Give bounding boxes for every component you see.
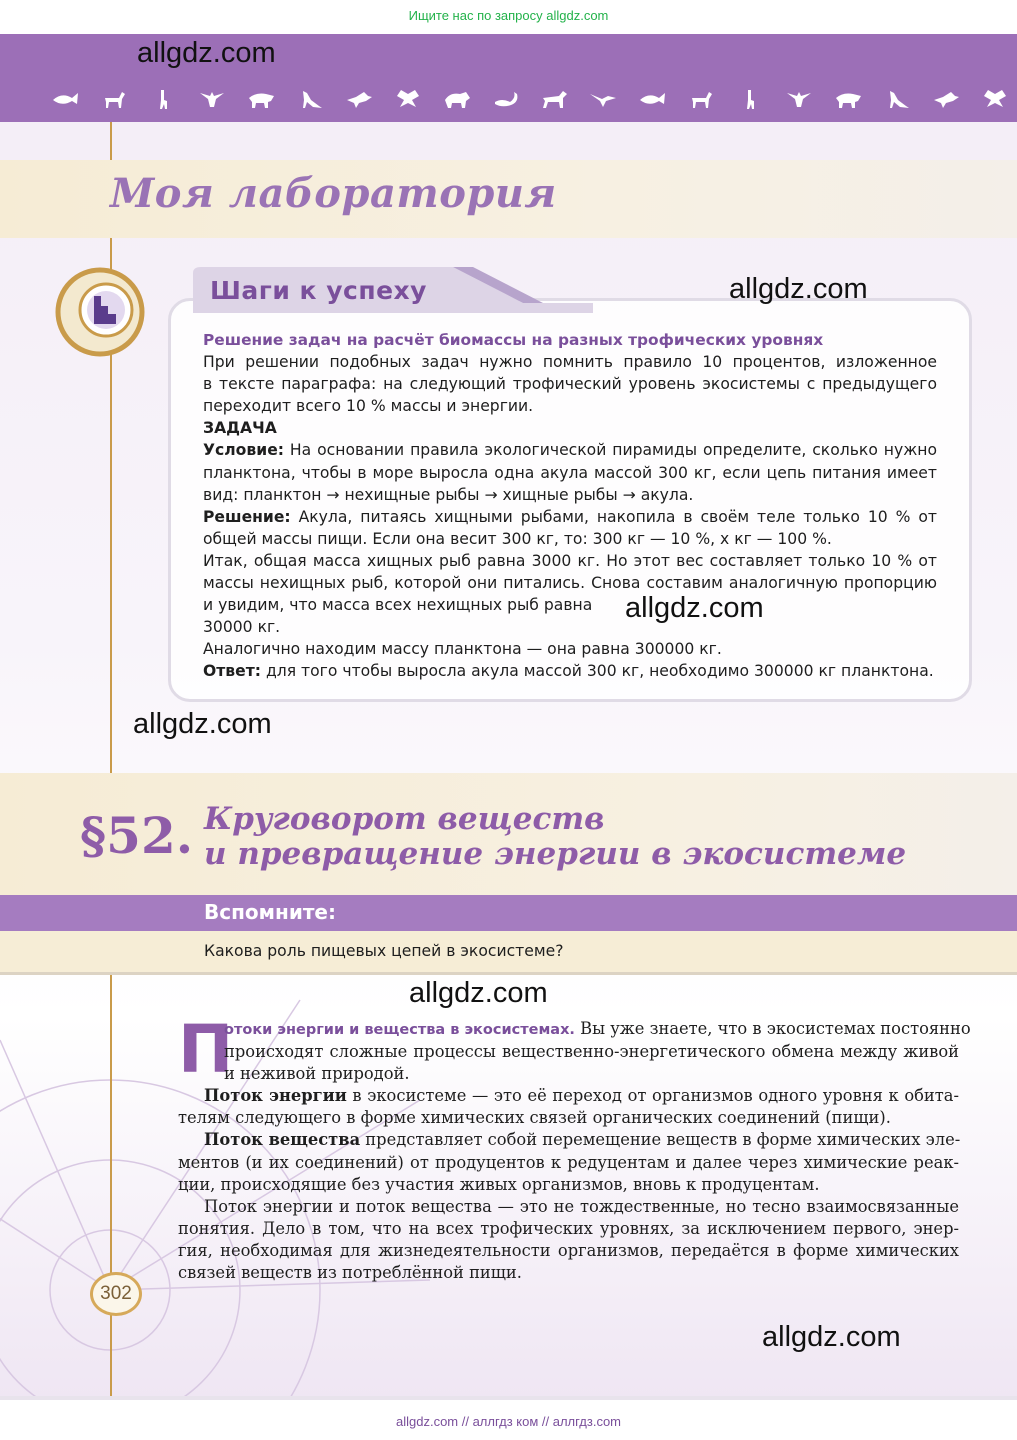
solution-line: Итак, общая масса хищных рыб равна 3000 кг. Но этот вес составляет только 10 % от [203,551,937,570]
paragraph-title-line: и превращение энергии в экосистеме [204,836,907,872]
watermark: allgdz.com [729,273,868,305]
intro-line: При решении подобных задач нужно помнить правило 10 процентов, изложенное [203,353,937,372]
insect-icon [197,88,227,110]
deer-icon [99,88,129,110]
recall-question: Какова роль пищевых цепей в экосистеме? [204,942,564,960]
solution-line: Акула, питаясь хищными рыбами, накопила в своём теле только 10 % от [290,507,937,526]
boar-icon [246,88,276,110]
body-line: гия, необходимая для жизнедеятельности организмов, передаётся в форме химических [178,1240,959,1260]
body-line: Поток энергии и поток вещества — это не тождественные, но тесно взаимосвязанные [204,1196,959,1216]
body-line: понятия. Дело в том, что на всех трофических уровнях, за исключением первого, энер- [178,1218,959,1238]
solution-line: общей массы пищи. Если она весит 300 кг, то: 300 кг — 10 %, х кг — 100 %. [203,529,832,548]
watermark: allgdz.com [625,592,764,624]
body-line: ментов (и их соединений) от продуцентов к редуцентам и далее через химические реак- [178,1152,959,1172]
matter-flow-term: Поток вещества [204,1130,361,1150]
answer-text: для того чтобы выросла акула массой 300 кг, необходимо 300000 кг планктона. [261,662,934,681]
answer-label: Ответ: [203,662,262,681]
butterfly-icon [393,88,423,110]
giraffe-icon [148,88,178,110]
lead-heading: отоки энергии и вещества в экосистемах. [224,1022,575,1038]
scorpion-icon [490,88,520,110]
pterodactyl-icon [588,88,618,110]
footer-links[interactable]: allgdz.com // аллгдз ком // аллгдз.com [395,1414,622,1429]
recall-band [0,895,1017,931]
intro-line: переходит всего 10 % массы и энергии. [203,397,534,416]
condition-line: вид: планктон → нехищные рыбы → хищные рыбы → акула. [203,485,694,504]
condition-label: Условие: [203,441,285,460]
condition-line: планктона, чтобы в море выросла одна акула массой 300 кг, если цепь питания имеет [203,463,937,482]
section-title: Моя лаборатория [110,170,557,217]
boar-icon [833,88,863,110]
body-line: ции, происходящие без участия живых организмов, вновь к продуцентам. [178,1174,820,1194]
body-line: происходят сложные процессы вещественно-энергетического обмена между живой [224,1042,959,1062]
steps-icon [54,266,146,358]
body-line: связей веществ из потреблённой пищи. [178,1263,522,1283]
recall-label: Вспомните: [204,900,336,924]
watermark: allgdz.com [137,37,276,69]
body-line: телям следующего в форме химических связей органических соединений (пищи). [178,1108,891,1128]
horse-icon [539,88,569,110]
solution-label: Решение: [203,507,291,526]
steps-text [203,329,937,683]
fish-icon [637,88,667,110]
watermark: allgdz.com [409,977,548,1009]
paragraph-title [204,802,906,872]
animal-icon-row [50,86,1010,112]
giraffe-icon [735,88,765,110]
solution-line: Аналогично находим массу планктона — она равна 300000 кг. [203,640,722,659]
butterfly-icon [980,88,1010,110]
bird-icon [344,88,374,110]
body-line: и неживой природой. [224,1064,410,1084]
rhino-icon [442,88,472,110]
body-line: в экосистеме — это её переход от организмов одного уровня к обита- [346,1086,960,1106]
watermark: allgdz.com [762,1321,901,1353]
body-text [178,1011,971,1284]
kangaroo-icon [295,88,325,110]
solution-line: 30000 кг. [203,618,281,637]
steps-subtitle: Решение задач на расчёт биомассы на разных трофических уровнях [203,331,824,349]
deer-icon [686,88,716,110]
body-line: представляет собой перемещение веществ в форме химических эле- [360,1130,961,1150]
steps-tab-label: Шаги к успеху [210,276,427,305]
condition-line: На основании правила экологической пирамиды определите, сколько нужно [284,441,937,460]
insect-icon [784,88,814,110]
bird-icon [931,88,961,110]
paragraph-title-line: Круговорот веществ [204,801,605,837]
body-line: Вы уже знаете, что в экосистемах постоянно [574,1019,971,1038]
task-heading: ЗАДАЧА [203,419,277,438]
intro-line: в тексте параграфа: на следующий трофический уровень экосистемы с предыдущего [203,375,937,394]
drop-cap: П [178,1011,234,1088]
fish-icon [50,88,80,110]
kangaroo-icon [882,88,912,110]
solution-line: массы нехищных рыб, которой они питались. Снова составим аналогичную пропорцию [203,574,937,593]
page-number: 302 [90,1272,142,1316]
paragraph-number: §52. [80,806,194,865]
watermark: allgdz.com [133,708,272,740]
solution-line: и увидим, что масса всех нехищных рыб равна [203,596,593,615]
top-search-note: Ищите нас по запросу allgdz.com [408,8,609,23]
energy-flow-term: Поток энергии [204,1086,347,1106]
